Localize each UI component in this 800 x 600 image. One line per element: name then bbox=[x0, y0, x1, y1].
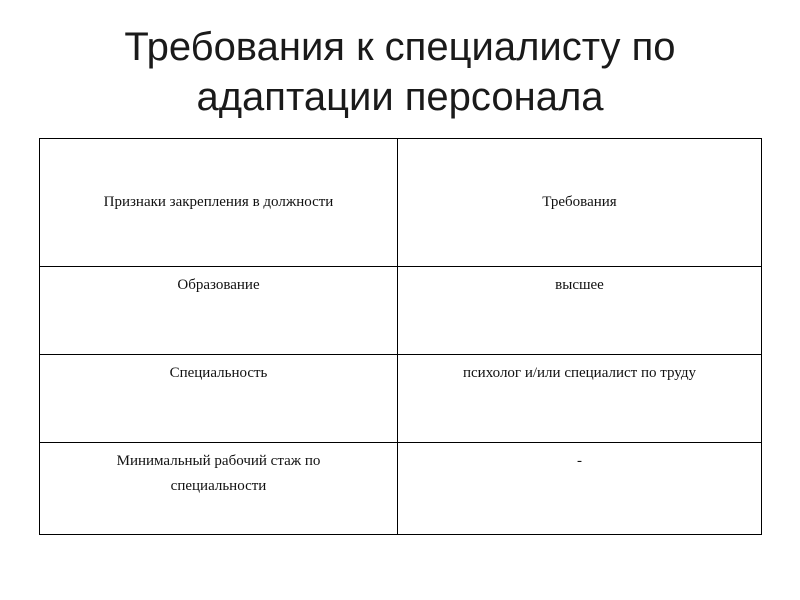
table-row bbox=[40, 443, 762, 535]
title-line-2: адаптации персонала bbox=[196, 75, 604, 119]
cell-requirement: - bbox=[398, 443, 762, 535]
title-line-1: Требования к специалисту по bbox=[124, 25, 676, 69]
requirements-table bbox=[39, 138, 762, 535]
cell-criteria: Образование bbox=[40, 267, 398, 355]
cell-criteria: Минимальный рабочий стаж по специальности bbox=[40, 443, 398, 535]
table-row bbox=[40, 355, 762, 443]
cell-criteria: Специальность bbox=[40, 355, 398, 443]
header-cell-requirements: Требования bbox=[398, 139, 762, 267]
cell-requirement: высшее bbox=[398, 267, 762, 355]
cell-requirement: психолог и/или специалист по труду bbox=[398, 355, 762, 443]
page-title bbox=[0, 22, 800, 122]
header-cell-criteria: Признаки закрепления в должности bbox=[40, 139, 398, 267]
table-header-row bbox=[40, 139, 762, 267]
table-row bbox=[40, 267, 762, 355]
